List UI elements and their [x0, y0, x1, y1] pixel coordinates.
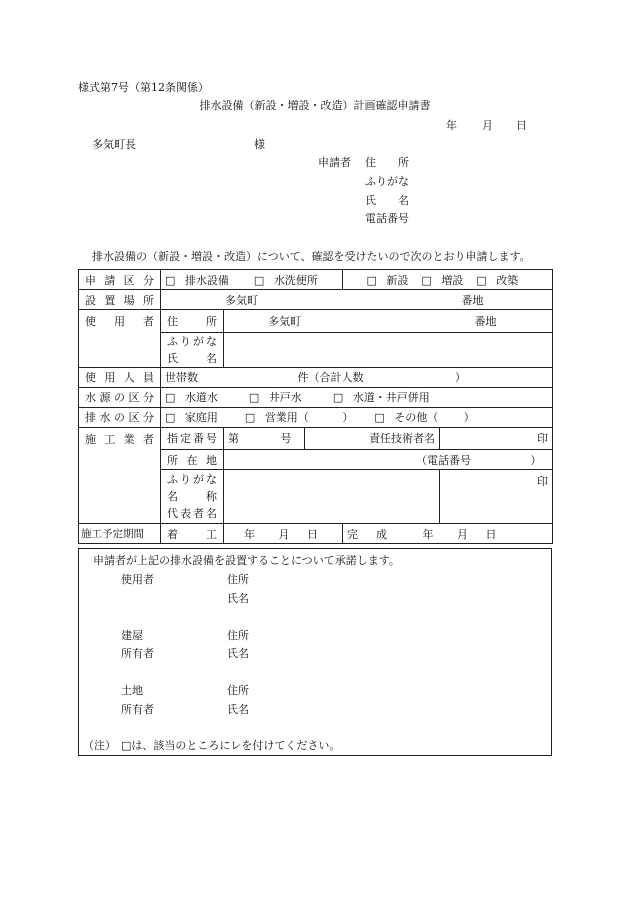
checkbox-expand[interactable]: □	[421, 273, 432, 287]
row-schedule	[79, 524, 553, 544]
cell-contractor-location[interactable]	[224, 450, 553, 470]
label-application-type: 申請区分	[79, 270, 161, 290]
checkbox-rebuild[interactable]: □	[476, 273, 487, 287]
opt-other: その他（	[394, 411, 439, 424]
cell-start-date[interactable]	[224, 524, 343, 544]
row-contractor-name	[79, 470, 553, 524]
start-year: 年	[244, 527, 255, 541]
consent-land-label: 土地	[121, 684, 143, 697]
designation-go: 号	[280, 432, 292, 446]
label-contractor-location: 所在地	[161, 450, 224, 470]
label-user-cont	[79, 332, 161, 367]
opt-rebuild: 改築	[496, 273, 519, 287]
checkbox-tap-water[interactable]: □	[165, 391, 176, 404]
applicant-name-label: 氏 名	[365, 194, 409, 207]
consent-section	[78, 548, 552, 756]
persons-households: 世帯数	[165, 371, 198, 384]
row-persons	[79, 367, 553, 387]
cell-designation-no[interactable]	[224, 427, 305, 450]
label-user-name: 氏 名	[167, 351, 217, 365]
label-contractor-name: 名称	[167, 490, 217, 503]
row-location	[79, 290, 553, 310]
label-user-address: 住 所	[161, 310, 224, 333]
addressee-suffix: 様	[254, 138, 265, 151]
persons-total: 件（合計人数	[297, 371, 364, 384]
consent-statement: 申請者が上記の排水設備を設置することについて承諾します。	[93, 554, 400, 567]
opt-other-close: ）	[463, 411, 475, 424]
cell-engineer[interactable]	[440, 427, 553, 450]
consent-building-owner-label: 所有者	[121, 647, 154, 660]
checkbox-new[interactable]: □	[366, 273, 377, 287]
row-application-type	[79, 270, 553, 290]
cell-user-address[interactable]	[224, 310, 553, 333]
designation-dai: 第	[228, 432, 239, 446]
label-contractor: 施工業者	[79, 427, 161, 450]
label-user-furigana-name	[161, 332, 224, 367]
consent-user-name[interactable]: 氏名	[227, 592, 249, 605]
row-water-source	[79, 387, 553, 407]
row-user-address	[79, 310, 553, 333]
label-user: 使用者	[79, 310, 161, 333]
label-contractor-cont2	[79, 470, 161, 524]
consent-land-name[interactable]: 氏名	[227, 703, 249, 716]
date-day: 日	[516, 119, 527, 132]
row-user-name	[79, 332, 553, 367]
addressee: 多気町長	[92, 138, 136, 151]
opt-business: 営業用（	[264, 411, 309, 424]
contractor-phone: （電話番号	[416, 453, 471, 467]
cell-application-type-2	[343, 270, 553, 290]
end-year: 年	[422, 527, 434, 541]
form-number: 様式第7号（第12条関係）	[78, 81, 209, 94]
label-persons: 使用人員	[79, 367, 161, 387]
engineer-seal: 印	[537, 432, 548, 446]
label-location: 設置場所	[79, 290, 161, 310]
opt-expand: 増設	[441, 273, 464, 287]
opt-new: 新設	[386, 273, 409, 287]
applicant-label: 申請者	[318, 156, 351, 169]
applicant-furigana-label: ふりがな	[365, 175, 409, 188]
label-contractor-cont	[79, 450, 161, 470]
applicant-address-label: 住 所	[365, 156, 409, 169]
label-schedule: 施工予定期間	[79, 524, 161, 544]
cell-persons[interactable]	[161, 367, 553, 387]
label-end: 完成	[347, 527, 405, 541]
cell-drain-type	[161, 407, 553, 427]
consent-building-label: 建屋	[121, 629, 143, 642]
cell-location[interactable]	[161, 290, 553, 310]
opt-household: 家庭用	[184, 411, 218, 424]
row-drain-type	[79, 407, 553, 427]
opt-drain-equipment: 排水設備	[184, 273, 229, 287]
label-drain-type: 排水の区分	[79, 407, 161, 427]
applicant-phone-label: 電話番号	[365, 212, 409, 225]
cell-contractor-seal[interactable]	[440, 470, 553, 524]
label-engineer: 責任技術者名	[305, 427, 440, 450]
persons-close: ）	[455, 371, 466, 384]
end-day: 日	[485, 527, 497, 541]
consent-user-address[interactable]: 住所	[227, 573, 249, 586]
label-user-furigana: ふりがな	[167, 334, 217, 348]
row-contractor-location	[79, 450, 553, 470]
checkbox-drain-equipment[interactable]: □	[165, 273, 176, 287]
end-month: 月	[457, 527, 468, 541]
consent-user-label: 使用者	[121, 573, 154, 586]
opt-combined-water: 水道・井戸併用	[352, 391, 430, 404]
cell-user-name[interactable]	[224, 332, 553, 367]
checkbox-flush-toilet[interactable]: □	[253, 273, 265, 287]
contractor-seal: 印	[537, 475, 548, 488]
opt-flush-toilet: 水洗便所	[273, 273, 318, 287]
user-town: 多気町	[268, 314, 301, 328]
note-label: （注）	[83, 739, 116, 752]
location-banchi: 番地	[461, 293, 484, 307]
cell-end-date[interactable]	[343, 524, 553, 544]
consent-land-owner-label: 所有者	[121, 703, 154, 716]
user-banchi: 番地	[474, 314, 497, 328]
cell-contractor-name[interactable]	[224, 470, 440, 524]
checkbox-well-water[interactable]: □	[248, 391, 260, 404]
consent-land-address[interactable]: 住所	[227, 684, 249, 697]
row-contractor-designation	[79, 427, 553, 450]
page-title: 排水設備（新設・増設・改造）計画確認申請書	[199, 99, 431, 112]
cell-water-source	[161, 387, 553, 407]
application-table	[78, 269, 553, 544]
checkbox-other[interactable]: □	[374, 411, 385, 424]
start-day: 日	[307, 527, 318, 541]
label-contractor-furigana: ふりがな	[167, 473, 217, 486]
label-water-source: 水源の区分	[79, 387, 161, 407]
location-town: 多気町	[225, 293, 258, 307]
contractor-phone-close: ）	[530, 453, 542, 467]
opt-business-close: ）	[342, 411, 354, 424]
label-contractor-representative: 代表者名	[167, 507, 217, 520]
checkbox-business[interactable]: □	[244, 411, 256, 424]
opt-well-water: 井戸水	[268, 391, 302, 404]
cell-application-type-1	[161, 270, 343, 290]
checkbox-combined-water[interactable]: □	[332, 391, 344, 404]
checkbox-household[interactable]: □	[165, 411, 176, 424]
label-contractor-name-group	[161, 470, 224, 524]
date-year: 年	[446, 119, 457, 132]
label-start: 着工	[161, 524, 224, 544]
consent-building-address[interactable]: 住所	[227, 629, 249, 642]
opt-tap-water: 水道水	[184, 391, 218, 404]
date-month: 月	[482, 119, 493, 132]
start-month: 月	[278, 527, 290, 541]
intro-text: 排水設備の（新設・増設・改造）について、確認を受けたいので次のとおり申請します。	[92, 250, 531, 263]
label-designation-no: 指定番号	[161, 427, 224, 450]
note-text: □は、該当のところにレを付けてください。	[121, 739, 341, 752]
consent-building-name[interactable]: 氏名	[227, 647, 249, 660]
